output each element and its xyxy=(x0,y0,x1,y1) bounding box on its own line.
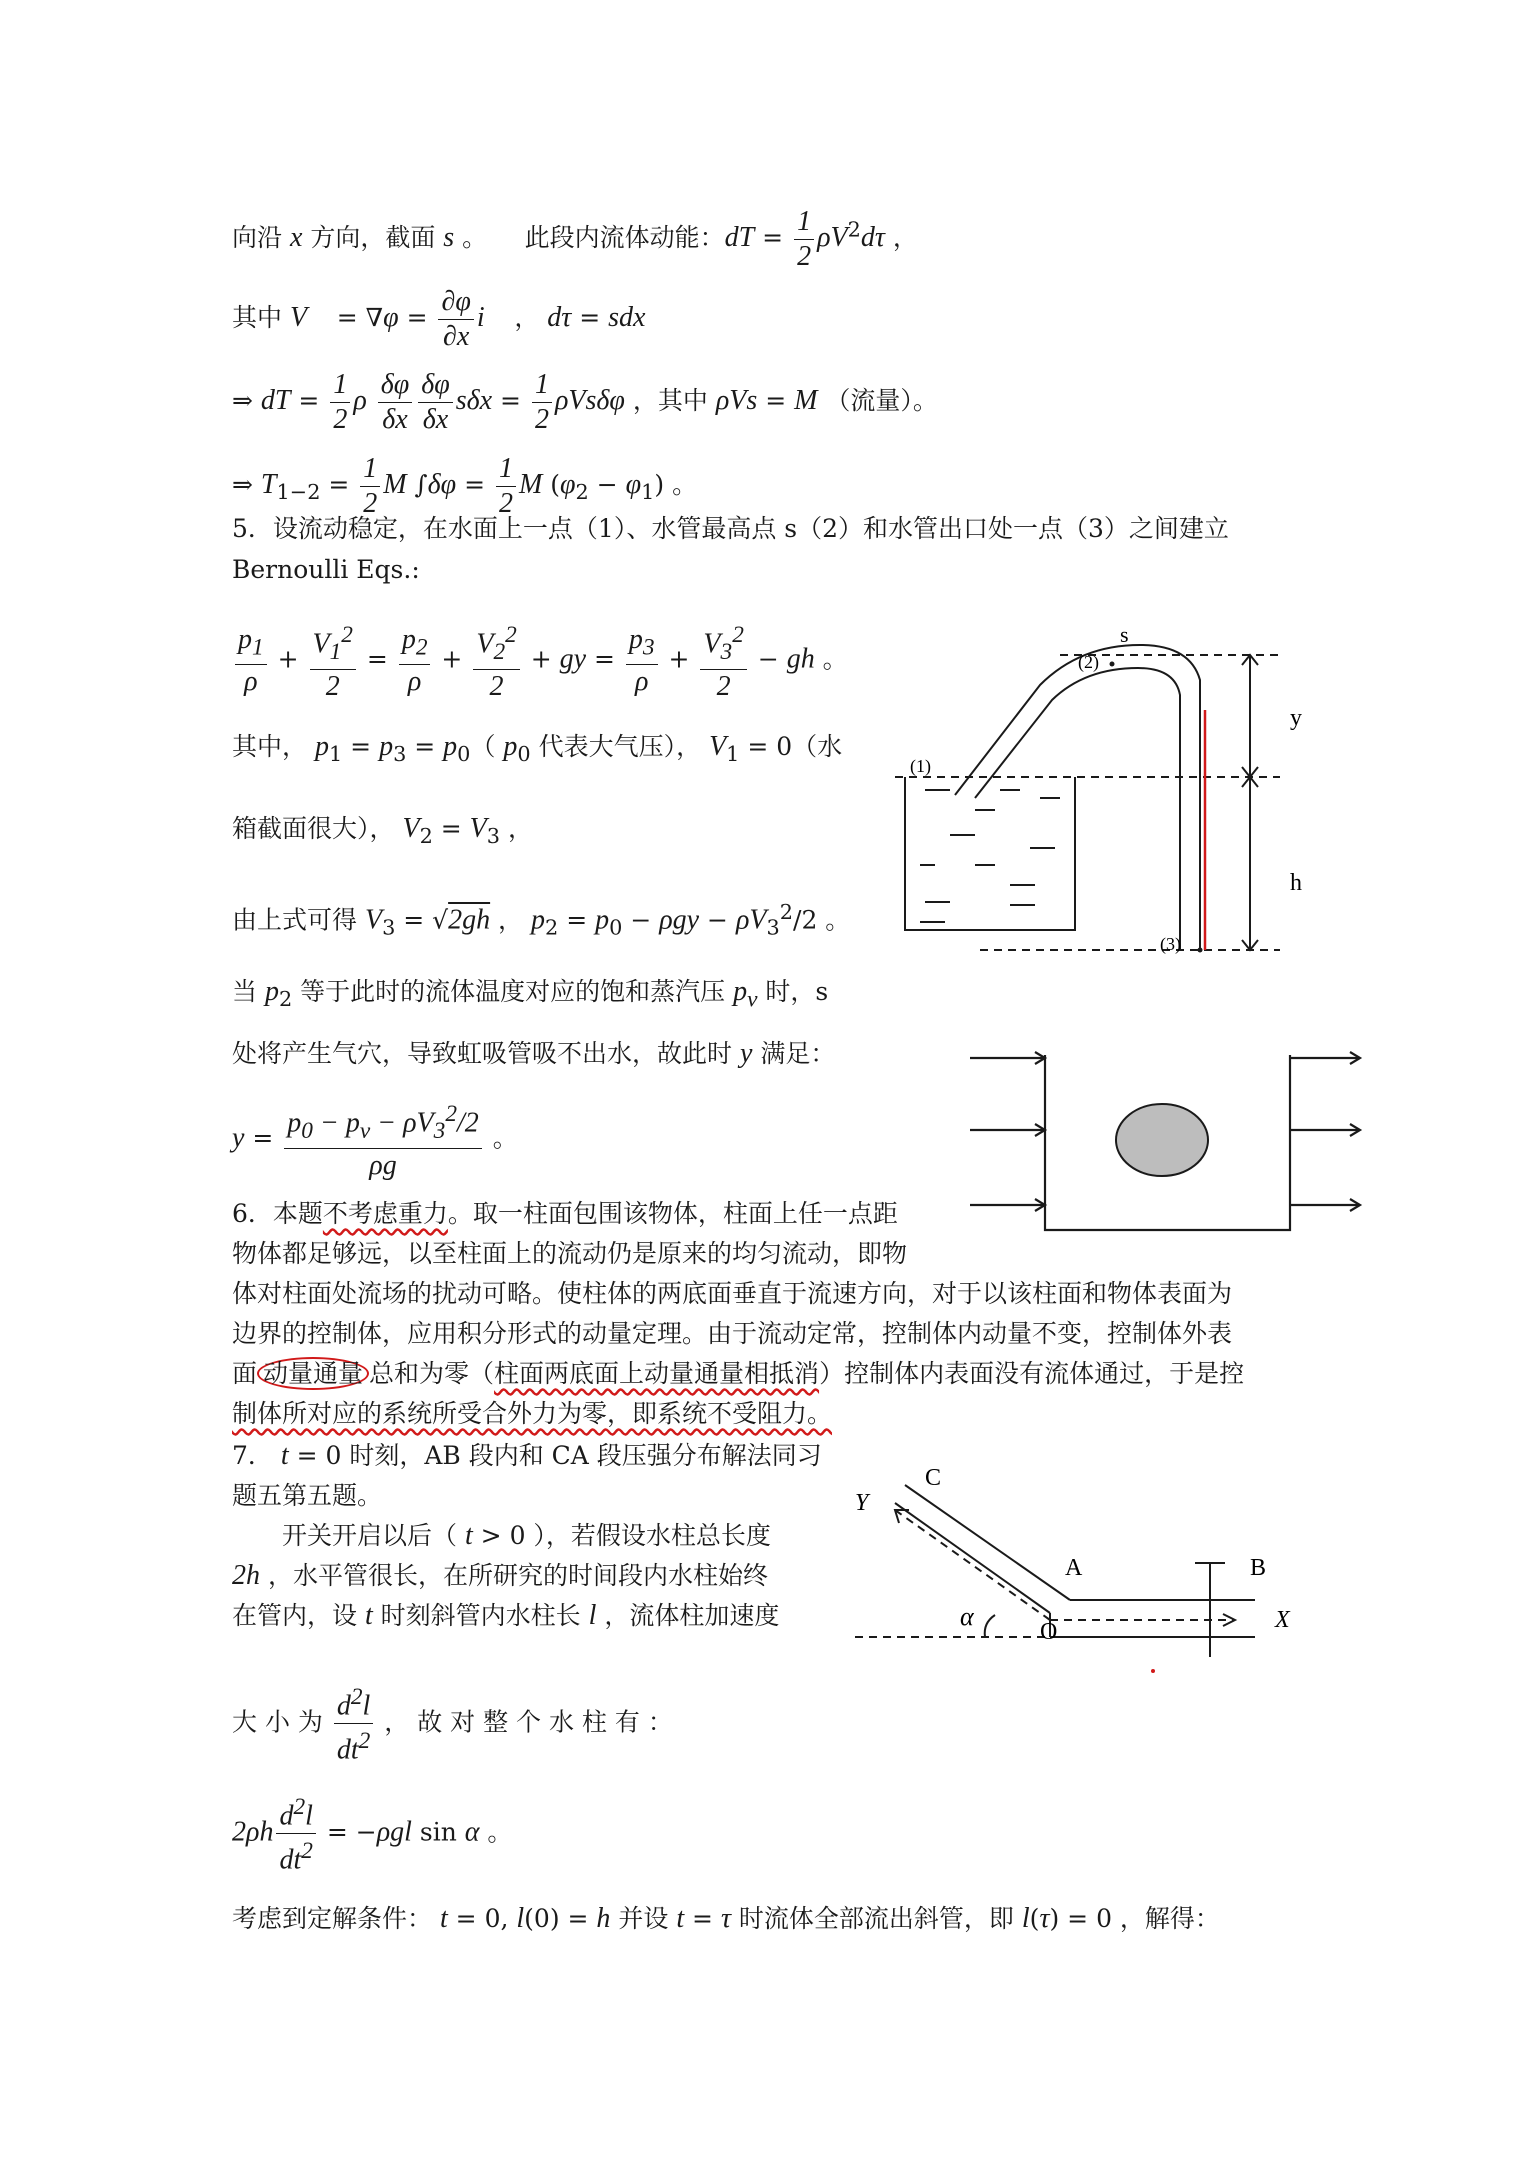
equation-bernoulli: $\frac{p_1}{\rho}$ + $\frac{V_1^2}{2}$ = $\frac{p_2}{\rho}$ + $\frac{V_2^2}{2}$ + gy = $\frac{p_3}{\rho}$ + $\frac{V_3^2}{2}$ − gh 。 xyxy=(232,618,848,704)
text-fragment: ）控制体内表面没有流体通过，于是控 xyxy=(819,1359,1245,1388)
text-line-1: 向沿 x 方向，截面 s 。 此段内流体动能：dT = $\frac{1}{2}$ $\rho V^2d\tau$ ， xyxy=(232,206,918,272)
inclined-pipe-lower xyxy=(895,1503,1050,1613)
text-fragment: 总和为零（ xyxy=(369,1359,495,1388)
text-line-24: 大 小 为 $\frac{d^2l}{dt^2}$ ， 故 对 整 个 水 柱 有 ： xyxy=(232,1680,673,1768)
red-circle-momentum-flux: 动量通量 xyxy=(257,1357,369,1390)
text-line-8: 箱截面很大）， $V_2 = V_3$ ， xyxy=(232,813,533,848)
label-1: (1) xyxy=(910,756,931,776)
siphon-tube-inner xyxy=(975,668,1180,950)
text-line-21: 开关开启以后（ t > 0 ），若假设水柱总长度 xyxy=(232,1520,771,1551)
label-s: s xyxy=(1120,622,1129,647)
inclined-pipe-upper xyxy=(905,1485,1070,1600)
text-line-7: 其中， $p_1 = p_3 = p_0$（ $p_0$ 代表大气压）， $V_1 = 0$（水 xyxy=(232,731,843,766)
text-line-16: 边界的控制体，应用积分形式的动量定理。由于流动定常，控制体内动量不变，控制体外表 xyxy=(232,1319,1233,1348)
text-fragment: 。取一柱面包围该物体，柱面上任一点距 xyxy=(447,1199,898,1228)
text-fragment: 6．本题 xyxy=(232,1199,323,1228)
label-alpha: α xyxy=(960,1602,974,1631)
text-line-26: 考虑到定解条件： t = 0, l(0) = h 并设 t = τ 时流体全部流出斜管，即 l(τ) = 0 ，解得： xyxy=(232,1903,1220,1934)
text-line-22: 2h ，水平管很长，在所研究的时间段内水柱始终 xyxy=(232,1560,768,1591)
text-line-18 xyxy=(232,1397,832,1431)
label-C: C xyxy=(925,1465,942,1491)
text-line-10: 当 $p_2$ 等于此时的流体温度对应的饱和蒸汽压 $p_v$ 时，s xyxy=(232,976,829,1013)
red-underline-cancel: 柱面两底面上动量通量相抵消 xyxy=(494,1359,820,1388)
immersed-body xyxy=(1116,1104,1208,1176)
label-2: (2) xyxy=(1078,652,1099,672)
text-line-4: ⇒ $T_{1-2}$ = $\frac{1}{2}$ M ∫δφ = $\frac{1}{2}$ M $(\varphi_2 - \varphi_1)$ 。 xyxy=(232,453,698,519)
label-O: O xyxy=(1040,1619,1058,1645)
text-line-13 xyxy=(232,1197,898,1231)
red-underline-gravity: 不考虑重力 xyxy=(322,1199,448,1228)
label-X: X xyxy=(1275,1607,1290,1633)
label-B: B xyxy=(1250,1555,1267,1581)
text-line-20: 题五第五题。 xyxy=(232,1481,383,1510)
label-A: A xyxy=(1065,1555,1083,1581)
label-Y: Y xyxy=(855,1490,869,1516)
label-h: h xyxy=(1290,870,1302,896)
angle-arc xyxy=(985,1615,995,1637)
text-line-23: 在管内，设 t 时刻斜管内水柱长 l ，流体柱加速度 xyxy=(232,1600,780,1631)
flow-control-volume-diagram xyxy=(970,1040,1370,1240)
inclined-pipe-diagram xyxy=(855,1465,1315,1685)
equation-y: y = $\frac{p_0 - p_v - \rho V_3^2/2}{\rho g}$ 。 xyxy=(232,1097,518,1183)
equation-motion: 2ρh $\frac{d^2l}{dt^2}$ = −ρgl sin α 。 xyxy=(232,1790,512,1878)
text-line-3: ⇒ dT = $\frac{1}{2}$ ρ $\frac{\delta\varphi}{\delta x}$ $\frac{\delta\varphi}{\delta x}$ sδx = $\frac{1}{2}$ ρVsδφ ，其中 ρVs = M （流量）。 xyxy=(232,369,938,435)
siphon-diagram xyxy=(880,620,1320,960)
text-line-9: 由上式可得 $V_3 = √2gh$ ， $p_2 = p_0 - \rho gy - \rho V_3^2/2$ 。 xyxy=(232,900,851,940)
red-underline-conclusion: 制体所对应的系统所受合外力为零，即系统不受阻力。 xyxy=(232,1399,833,1428)
text-line-5b: Bernoulli Eqs.: xyxy=(232,555,420,584)
label-y: y xyxy=(1290,705,1302,731)
text-line-5a: 5．设流动稳定，在水面上一点（1）、水管最高点 s（2）和水管出口处一点（3）之间建立 xyxy=(232,514,1229,543)
text-line-17 xyxy=(232,1357,1244,1391)
water-tank xyxy=(905,777,1075,930)
text-fragment: 面 xyxy=(232,1359,258,1388)
label-3: (3) xyxy=(1160,934,1181,954)
text-line-14: 物体都足够远，以至柱面上的流动仍是原来的均匀流动，即物 xyxy=(232,1239,908,1268)
text-line-2: 其中 V⃗ = ∇φ = $\frac{\partial\varphi}{\partial x}$ i⃗ ， dτ = sdx xyxy=(232,286,646,352)
text-line-11: 处将产生气穴，导致虹吸管吸不出水，故此时 y 满足： xyxy=(232,1038,836,1069)
text-line-15: 体对柱面处流场的扰动可略。使柱体的两底面垂直于流速方向，对于以该柱面和物体表面为 xyxy=(232,1279,1233,1308)
text-line-19: 7． t = 0 时刻，AB 段内和 CA 段压强分布解法同习 xyxy=(232,1440,822,1471)
siphon-tube-outer xyxy=(955,645,1200,950)
